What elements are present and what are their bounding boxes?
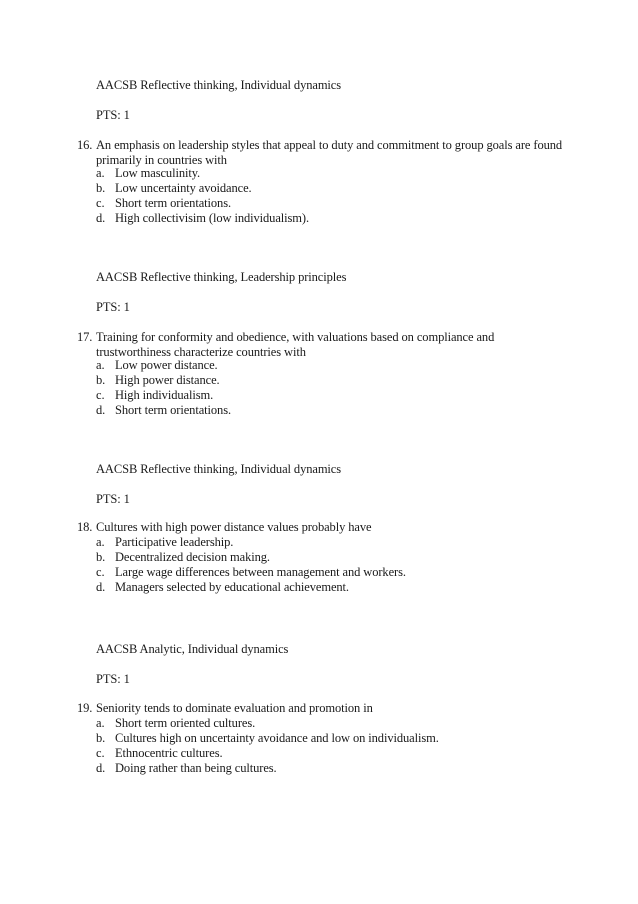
choice-letter: a. [96, 358, 105, 372]
choice-text: Low power distance. [115, 358, 218, 372]
choice-letter: a. [96, 166, 105, 180]
question-number: 16. [77, 138, 93, 152]
points-label: PTS: 1 [96, 492, 130, 506]
points-label: PTS: 1 [96, 672, 130, 686]
choice-text: Managers selected by educational achievement. [115, 580, 349, 594]
choice-letter: c. [96, 565, 105, 579]
choice-text: High individualism. [115, 388, 214, 402]
question-number: 19. [77, 701, 93, 715]
choice-text: Short term orientations. [115, 403, 231, 417]
choice-text: Short term orientations. [115, 196, 231, 210]
aacsb-tag: AACSB Analytic, Individual dynamics [96, 642, 289, 656]
aacsb-tag: AACSB Reflective thinking, Leadership principles [96, 270, 347, 284]
aacsb-tag: AACSB Reflective thinking, Individual dynamics [96, 78, 342, 92]
question-number: 17. [77, 330, 93, 344]
choice-letter: b. [96, 181, 106, 195]
choice-letter: d. [96, 580, 106, 594]
choice-letter: d. [96, 403, 106, 417]
choice-letter: d. [96, 761, 106, 775]
question-text: Seniority tends to dominate evaluation and promotion in [96, 701, 373, 715]
choice-text: High collectivisim (low individualism). [115, 211, 309, 225]
aacsb-tag: AACSB Reflective thinking, Individual dynamics [96, 462, 342, 476]
choice-letter: c. [96, 746, 105, 760]
choice-letter: b. [96, 550, 106, 564]
points-label: PTS: 1 [96, 300, 130, 314]
choice-letter: a. [96, 535, 105, 549]
choice-letter: b. [96, 731, 106, 745]
choice-text: Doing rather than being cultures. [115, 761, 277, 775]
choice-text: Large wage differences between management and workers. [115, 565, 406, 579]
question-text: An emphasis on leadership styles that appeal to duty and commitment to group goals are found primarily in countries with [96, 138, 563, 167]
choice-text: Low uncertainty avoidance. [115, 181, 252, 195]
question-text: Training for conformity and obedience, with valuations based on compliance and trustworthiness characterize countries with [96, 330, 495, 359]
points-label: PTS: 1 [96, 108, 130, 122]
choice-letter: a. [96, 716, 105, 730]
choice-text: Decentralized decision making. [115, 550, 270, 564]
choice-letter: c. [96, 196, 105, 210]
choice-text: Low masculinity. [115, 166, 201, 180]
choice-letter: c. [96, 388, 105, 402]
choice-letter: b. [96, 373, 106, 387]
question-text: Cultures with high power distance values probably have [96, 520, 372, 534]
choice-letter: d. [96, 211, 106, 225]
choice-text: Ethnocentric cultures. [115, 746, 223, 760]
choice-text: Participative leadership. [115, 535, 234, 549]
question-number: 18. [77, 520, 93, 534]
choice-text: Cultures high on uncertainty avoidance and low on individualism. [115, 731, 439, 745]
choice-text: High power distance. [115, 373, 220, 387]
choice-text: Short term oriented cultures. [115, 716, 256, 730]
